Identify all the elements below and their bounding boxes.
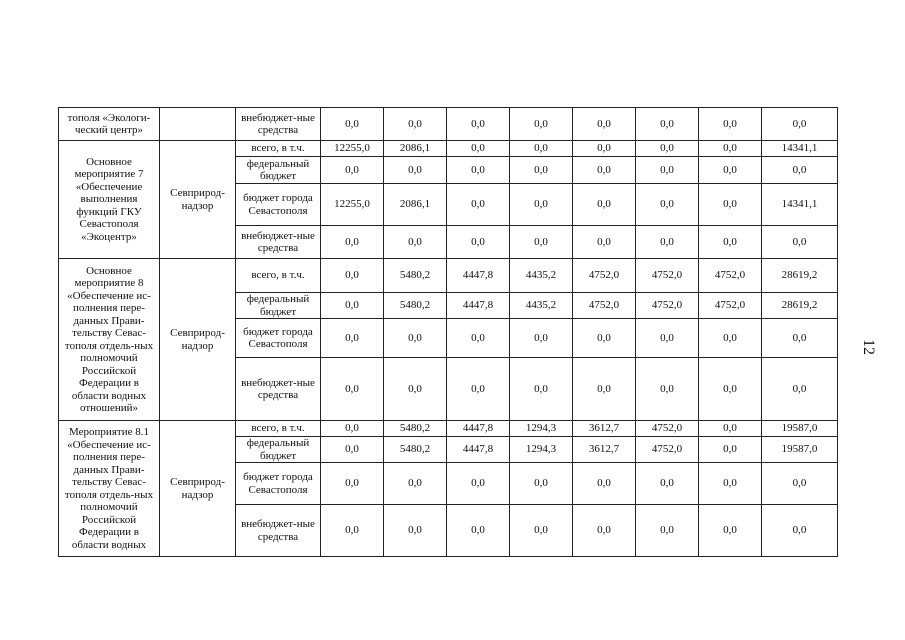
- value-cell: 1294,3: [510, 421, 573, 437]
- value-cell: 0,0: [573, 319, 636, 358]
- total-value-cell: 0,0: [762, 157, 838, 184]
- value-cell: 3612,7: [573, 421, 636, 437]
- value-cell: 4447,8: [447, 259, 510, 293]
- value-cell: 0,0: [636, 226, 699, 259]
- value-cell: 5480,2: [384, 293, 447, 319]
- value-cell: 0,0: [447, 157, 510, 184]
- value-cell: 0,0: [573, 184, 636, 226]
- funding-source-cell: бюджет города Севастополя: [236, 184, 321, 226]
- activity-name-cell: тополя «Экологи-ческий центр»: [59, 108, 160, 141]
- value-cell: 0,0: [384, 463, 447, 505]
- total-value-cell: 14341,1: [762, 184, 838, 226]
- value-cell: 0,0: [384, 226, 447, 259]
- value-cell: 0,0: [447, 141, 510, 157]
- value-cell: 0,0: [384, 505, 447, 557]
- value-cell: 0,0: [321, 108, 384, 141]
- executor-cell: [160, 108, 236, 141]
- value-cell: 4447,8: [447, 293, 510, 319]
- value-cell: 0,0: [699, 184, 762, 226]
- funding-source-cell: бюджет города Севастополя: [236, 319, 321, 358]
- funding-source-cell: внебюджет-ные средства: [236, 505, 321, 557]
- activity-name-cell: Мероприятие 8.1 «Обеспечение ис-полнения пере-данных Прави-тельству Севас-тополя отдель-ных полномочий Российской Федерации в области водных: [59, 421, 160, 557]
- funding-source-cell: федеральный бюджет: [236, 437, 321, 463]
- value-cell: 12255,0: [321, 184, 384, 226]
- activity-name-cell: Основное мероприятие 7 «Обеспечение выполнения функций ГКУ Севастополя «Экоцентр»: [59, 141, 160, 259]
- funding-source-cell: федеральный бюджет: [236, 157, 321, 184]
- value-cell: 0,0: [636, 184, 699, 226]
- value-cell: 4435,2: [510, 259, 573, 293]
- value-cell: 2086,1: [384, 184, 447, 226]
- value-cell: 0,0: [510, 108, 573, 141]
- value-cell: 0,0: [699, 157, 762, 184]
- value-cell: 5480,2: [384, 421, 447, 437]
- value-cell: 0,0: [447, 108, 510, 141]
- value-cell: 0,0: [636, 157, 699, 184]
- value-cell: 0,0: [510, 226, 573, 259]
- value-cell: 4447,8: [447, 421, 510, 437]
- value-cell: 0,0: [573, 505, 636, 557]
- value-cell: 0,0: [699, 358, 762, 421]
- value-cell: 0,0: [699, 463, 762, 505]
- value-cell: 0,0: [510, 141, 573, 157]
- value-cell: 0,0: [321, 226, 384, 259]
- value-cell: 0,0: [384, 108, 447, 141]
- value-cell: 0,0: [636, 319, 699, 358]
- total-value-cell: 0,0: [762, 358, 838, 421]
- funding-source-cell: всего, в т.ч.: [236, 141, 321, 157]
- value-cell: 0,0: [384, 157, 447, 184]
- total-value-cell: 19587,0: [762, 437, 838, 463]
- value-cell: 4752,0: [573, 259, 636, 293]
- value-cell: 0,0: [321, 358, 384, 421]
- total-value-cell: 0,0: [762, 226, 838, 259]
- value-cell: 0,0: [510, 184, 573, 226]
- total-value-cell: 28619,2: [762, 259, 838, 293]
- funding-source-cell: внебюджет-ные средства: [236, 108, 321, 141]
- value-cell: 4435,2: [510, 293, 573, 319]
- funding-source-cell: всего, в т.ч.: [236, 421, 321, 437]
- value-cell: 0,0: [321, 157, 384, 184]
- value-cell: 0,0: [321, 259, 384, 293]
- funding-source-cell: внебюджет-ные средства: [236, 226, 321, 259]
- budget-table-body: [59, 108, 838, 557]
- funding-source-cell: всего, в т.ч.: [236, 259, 321, 293]
- executor-cell: Севприрод-надзор: [160, 421, 236, 557]
- value-cell: 0,0: [573, 108, 636, 141]
- value-cell: 0,0: [699, 141, 762, 157]
- value-cell: 4447,8: [447, 437, 510, 463]
- value-cell: 0,0: [384, 319, 447, 358]
- total-value-cell: 0,0: [762, 505, 838, 557]
- value-cell: 0,0: [573, 157, 636, 184]
- table-row: [59, 421, 838, 437]
- value-cell: 4752,0: [636, 293, 699, 319]
- funding-source-cell: внебюджет-ные средства: [236, 358, 321, 421]
- executor-cell: Севприрод-надзор: [160, 141, 236, 259]
- value-cell: 0,0: [573, 358, 636, 421]
- value-cell: 5480,2: [384, 259, 447, 293]
- value-cell: 0,0: [636, 358, 699, 421]
- page-number: 12: [860, 339, 877, 355]
- value-cell: 2086,1: [384, 141, 447, 157]
- funding-source-cell: федеральный бюджет: [236, 293, 321, 319]
- value-cell: 0,0: [384, 358, 447, 421]
- value-cell: 0,0: [321, 463, 384, 505]
- total-value-cell: 14341,1: [762, 141, 838, 157]
- value-cell: 0,0: [510, 505, 573, 557]
- value-cell: 3612,7: [573, 437, 636, 463]
- value-cell: 4752,0: [636, 259, 699, 293]
- value-cell: 5480,2: [384, 437, 447, 463]
- value-cell: 0,0: [447, 358, 510, 421]
- value-cell: 0,0: [699, 437, 762, 463]
- table-row: [59, 259, 838, 293]
- table-row: [59, 108, 838, 141]
- value-cell: 4752,0: [699, 259, 762, 293]
- value-cell: 0,0: [510, 157, 573, 184]
- total-value-cell: 28619,2: [762, 293, 838, 319]
- value-cell: 0,0: [636, 505, 699, 557]
- value-cell: 0,0: [321, 319, 384, 358]
- value-cell: 0,0: [447, 184, 510, 226]
- budget-table: [58, 107, 838, 557]
- value-cell: 0,0: [510, 463, 573, 505]
- value-cell: 4752,0: [636, 437, 699, 463]
- value-cell: 0,0: [447, 505, 510, 557]
- value-cell: 4752,0: [636, 421, 699, 437]
- value-cell: 0,0: [573, 141, 636, 157]
- value-cell: 0,0: [699, 108, 762, 141]
- value-cell: 0,0: [321, 505, 384, 557]
- value-cell: 0,0: [699, 226, 762, 259]
- value-cell: 0,0: [636, 108, 699, 141]
- value-cell: 0,0: [699, 421, 762, 437]
- value-cell: 0,0: [699, 319, 762, 358]
- value-cell: 12255,0: [321, 141, 384, 157]
- activity-name-cell: Основное мероприятие 8 «Обеспечение ис-полнения пере-данных Прави-тельству Севас-тополя отдель-ных полномочий Российской Федерации в области водных отношений»: [59, 259, 160, 421]
- value-cell: 0,0: [636, 141, 699, 157]
- total-value-cell: 19587,0: [762, 421, 838, 437]
- value-cell: 0,0: [321, 437, 384, 463]
- total-value-cell: 0,0: [762, 463, 838, 505]
- total-value-cell: 0,0: [762, 108, 838, 141]
- value-cell: 0,0: [636, 463, 699, 505]
- value-cell: 0,0: [573, 463, 636, 505]
- value-cell: 0,0: [447, 319, 510, 358]
- value-cell: 0,0: [699, 505, 762, 557]
- value-cell: 0,0: [447, 463, 510, 505]
- table-row: [59, 141, 838, 157]
- value-cell: 0,0: [573, 226, 636, 259]
- value-cell: 4752,0: [699, 293, 762, 319]
- value-cell: 0,0: [321, 421, 384, 437]
- total-value-cell: 0,0: [762, 319, 838, 358]
- value-cell: 0,0: [447, 226, 510, 259]
- value-cell: 1294,3: [510, 437, 573, 463]
- funding-source-cell: бюджет города Севастополя: [236, 463, 321, 505]
- value-cell: 0,0: [510, 358, 573, 421]
- value-cell: 0,0: [510, 319, 573, 358]
- value-cell: 0,0: [321, 293, 384, 319]
- executor-cell: Севприрод-надзор: [160, 259, 236, 421]
- value-cell: 4752,0: [573, 293, 636, 319]
